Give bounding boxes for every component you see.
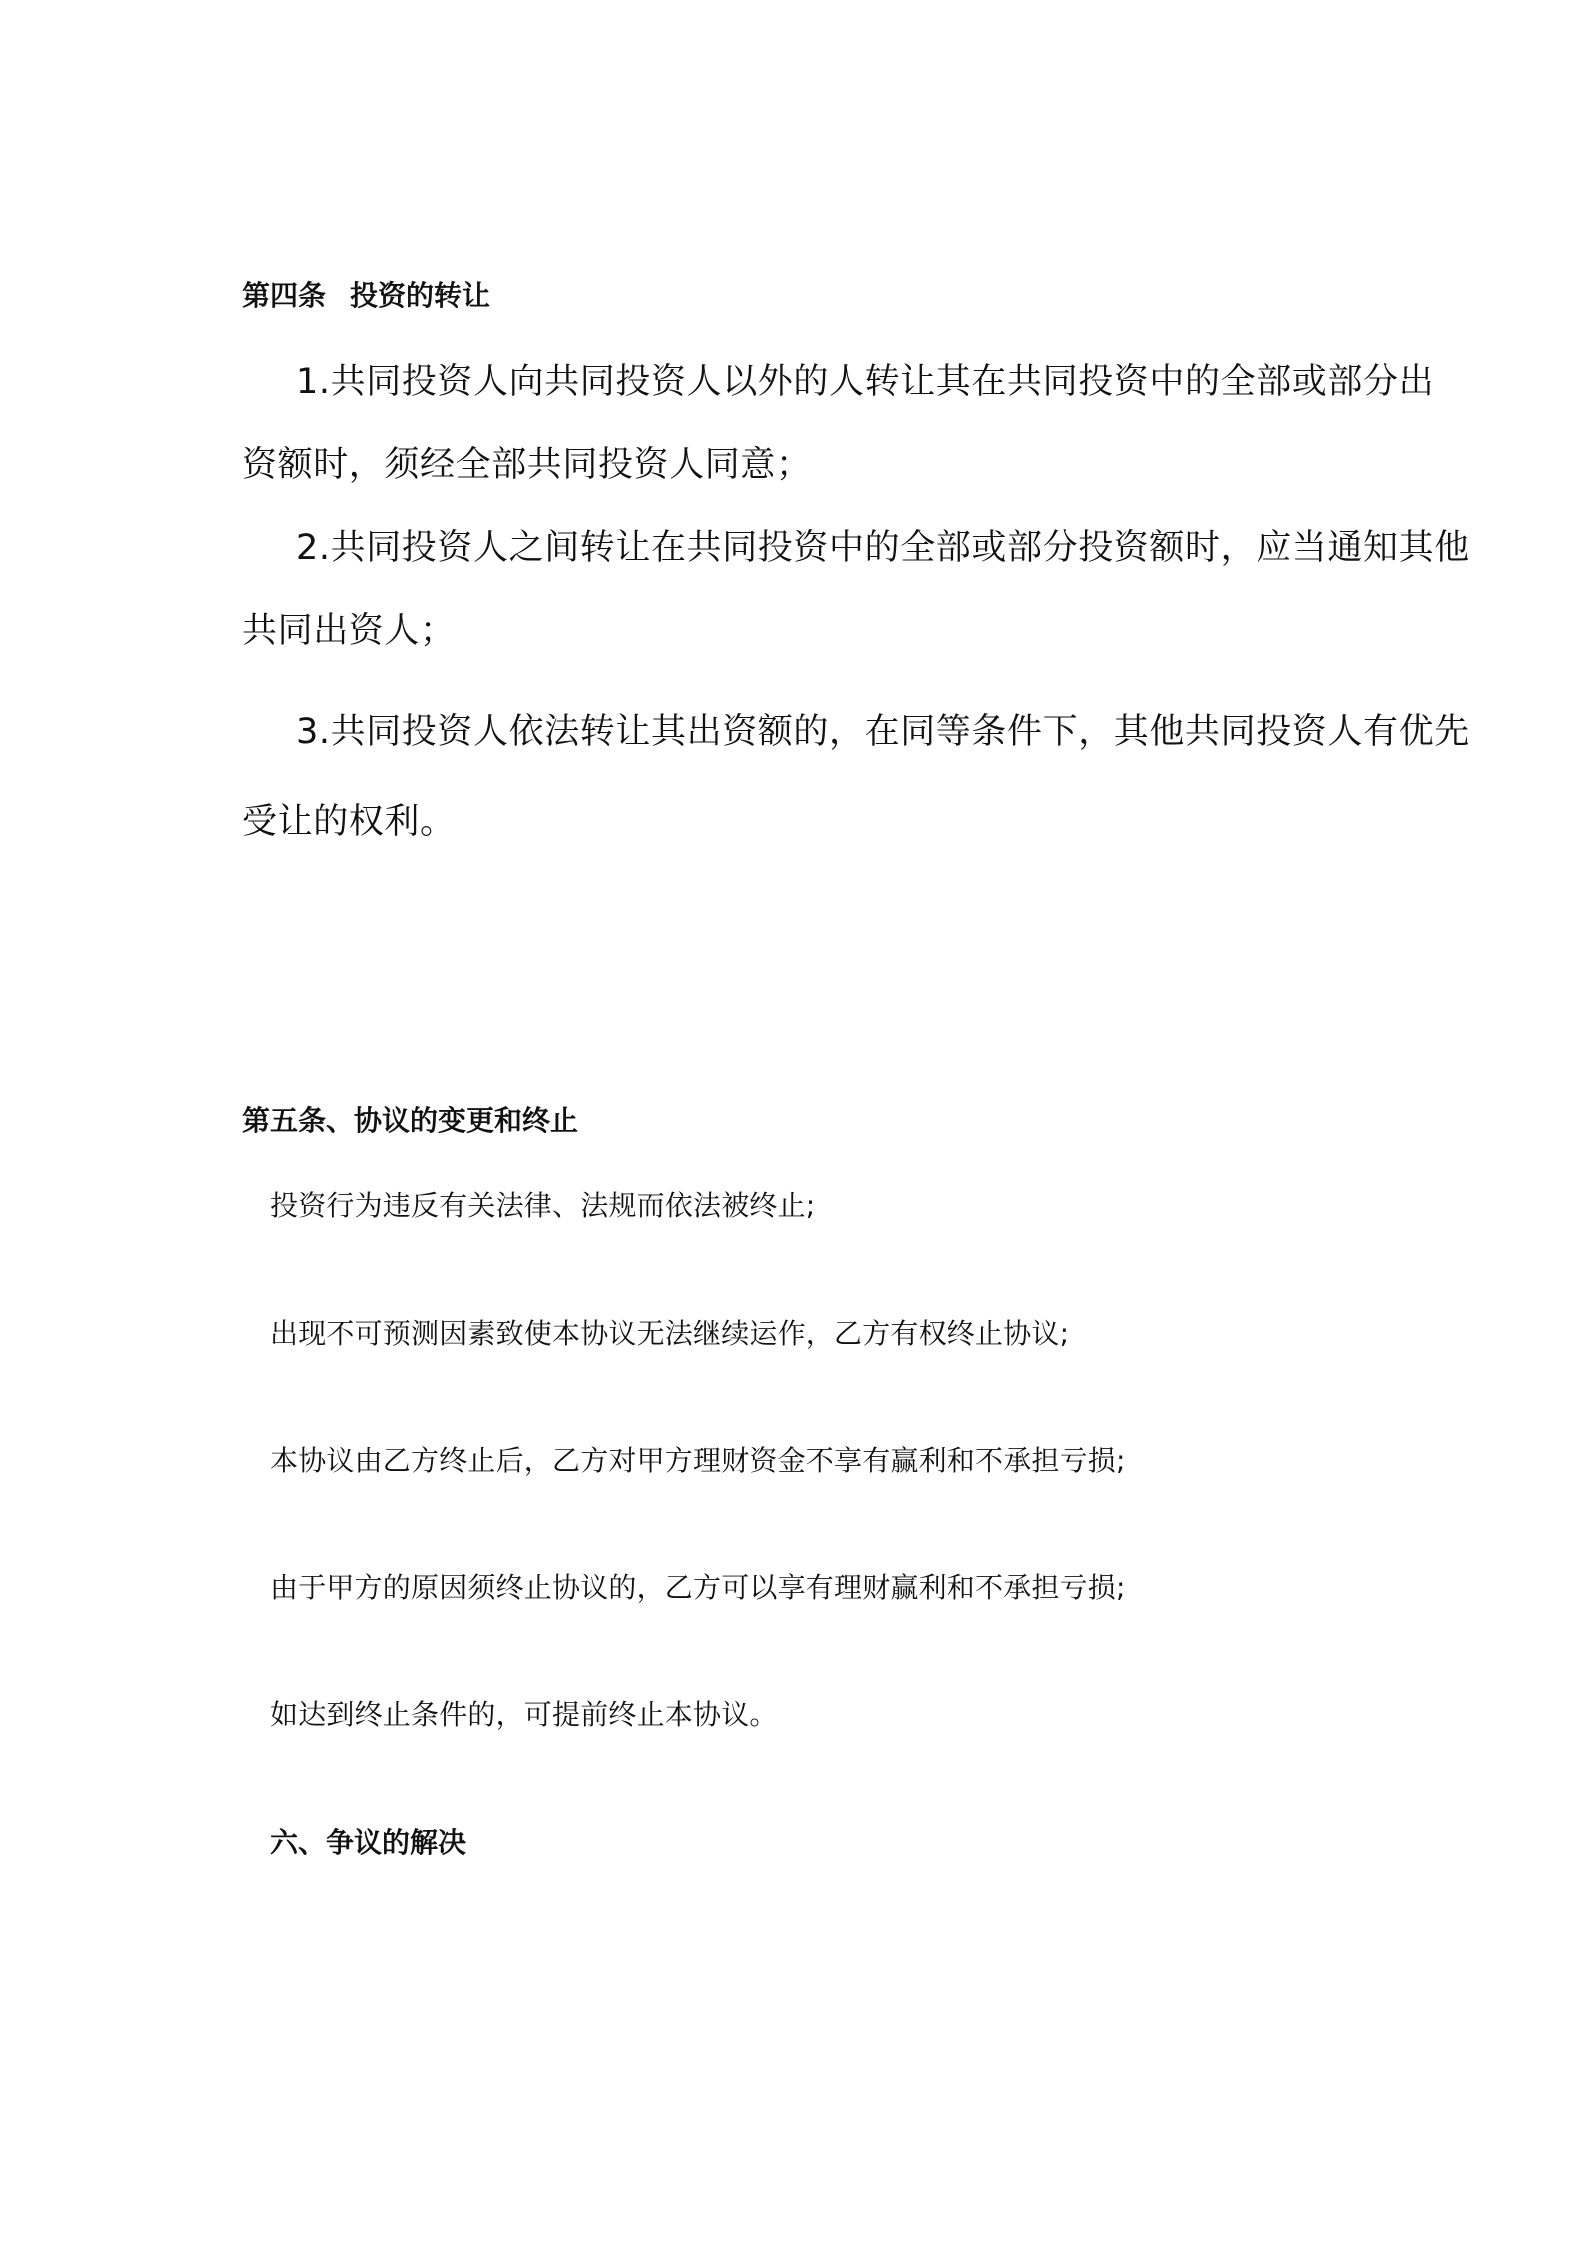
- article-4-clause-1-line-2: 资额时，须经全部共同投资人同意；: [242, 445, 812, 485]
- article-4-title: 投资的转让: [350, 279, 491, 312]
- article-4-clause-3-line-1: 3.共同投资人依法转让其出资额的，在同等条件下，其他共同投资人有优先: [296, 712, 1470, 752]
- article-5-heading: 第五条、协议的变更和终止: [242, 1104, 579, 1137]
- article-4-clause-2-line-2: 共同出资人；: [242, 611, 456, 651]
- article-4-clause-3-line-2: 受让的权利。: [242, 802, 456, 842]
- article-5-item-1: 投资行为违反有关法律、法规而依法被终止;: [270, 1189, 816, 1222]
- article-4-clause-2-line-1: 2.共同投资人之间转让在共同投资中的全部或部分投资额时，应当通知其他: [296, 528, 1470, 568]
- article-5-item-5: 如达到终止条件的，可提前终止本协议。: [270, 1698, 778, 1731]
- article-5-item-2: 出现不可预测因素致使本协议无法继续运作，乙方有权终止协议;: [270, 1317, 1070, 1350]
- article-4-clause-1-line-1: 1.共同投资人向共同投资人以外的人转让其在共同投资中的全部或部分出: [296, 362, 1435, 402]
- article-5-item-3: 本协议由乙方终止后，乙方对甲方理财资金不享有赢利和不承担亏损;: [270, 1444, 1126, 1477]
- article-5-item-4: 由于甲方的原因须终止协议的，乙方可以享有理财赢利和不承担亏损;: [270, 1571, 1126, 1604]
- article-6-heading: 六、争议的解决: [270, 1826, 467, 1859]
- article-4-number: 第四条: [242, 279, 327, 312]
- article-4-heading: [242, 279, 491, 312]
